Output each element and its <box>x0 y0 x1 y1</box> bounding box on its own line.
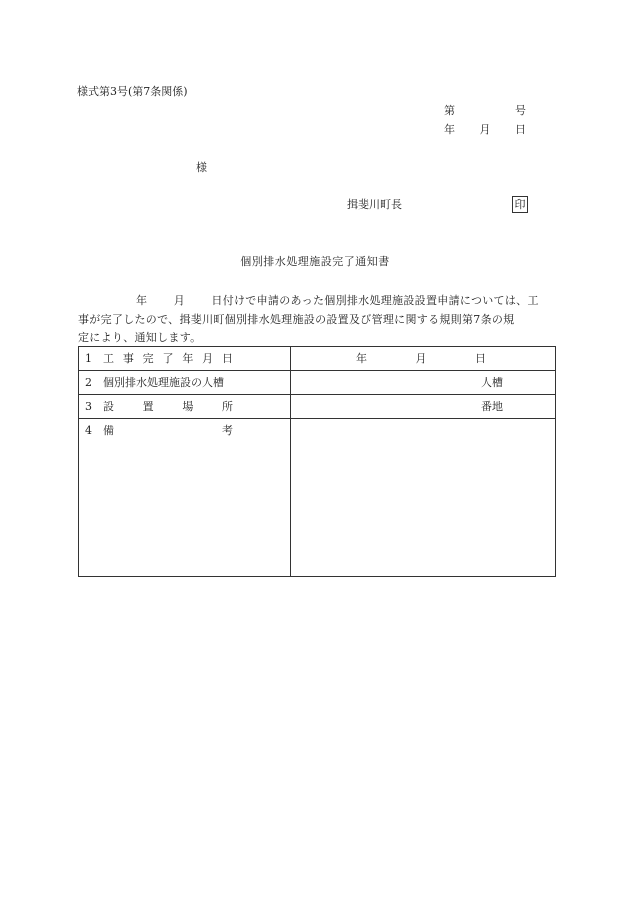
value-month: 月 <box>415 352 427 365</box>
row-divider <box>79 370 555 371</box>
label-char: 工 <box>103 352 114 365</box>
doc-date-day: 日 <box>515 123 526 136</box>
document-title: 個別排水処理施設完了通知書 <box>240 255 390 268</box>
document-number <box>444 104 526 118</box>
label-char: 場 <box>182 400 194 413</box>
value-year: 年 <box>356 352 367 365</box>
label-char: 事 <box>122 352 134 365</box>
value-day: 日 <box>475 352 486 365</box>
row-value-location: 番地 <box>481 400 503 413</box>
label-text: 個別排水処理施設の人槽 <box>103 376 224 389</box>
row-number: 3 <box>85 400 92 413</box>
row-divider <box>79 418 555 419</box>
doc-number-prefix: 第 <box>444 104 455 117</box>
body-line-3: 定により、通知します。 <box>78 331 202 344</box>
row-label-location <box>85 400 233 414</box>
body-line-1: 年 月 日付けで申請のあった個別排水処理施設設置申請については、工 <box>136 294 539 307</box>
label-char: 備 <box>103 424 114 437</box>
details-table <box>78 346 556 577</box>
row-divider <box>79 394 555 395</box>
label-char: 月 <box>202 352 214 365</box>
label-char: 置 <box>142 400 154 413</box>
addressee: 様 <box>196 161 207 174</box>
label-char: 設 <box>103 400 114 413</box>
body-line-2: 事が完了したので、揖斐川町個別排水処理施設の設置及び管理に関する規則第7条の規 <box>78 312 515 326</box>
label-char: 完 <box>142 352 154 365</box>
row-label-remarks <box>85 424 233 438</box>
doc-date-year: 年 <box>444 123 455 136</box>
row-number: 4 <box>85 424 92 437</box>
label-char: 考 <box>222 424 233 437</box>
doc-date-month: 月 <box>479 123 491 136</box>
doc-number-suffix: 号 <box>515 104 526 117</box>
row-label-completion-date <box>85 352 233 366</box>
row-label-capacity <box>85 376 224 390</box>
notice-body <box>78 292 560 348</box>
row-number: 2 <box>85 376 92 389</box>
document-date <box>444 123 526 137</box>
label-char: 了 <box>162 352 174 365</box>
seal-mark: 印 <box>512 196 528 213</box>
label-char: 年 <box>182 352 194 365</box>
issuer-name: 揖斐川町長 <box>347 198 402 211</box>
form-number: 様式第3号(第7条関係) <box>77 85 188 98</box>
label-char: 日 <box>221 352 233 365</box>
row-value-capacity: 人槽 <box>481 376 503 389</box>
label-char: 所 <box>221 400 233 413</box>
row-value-completion-date <box>356 352 486 366</box>
column-divider <box>290 347 291 576</box>
row-number: 1 <box>85 352 92 365</box>
